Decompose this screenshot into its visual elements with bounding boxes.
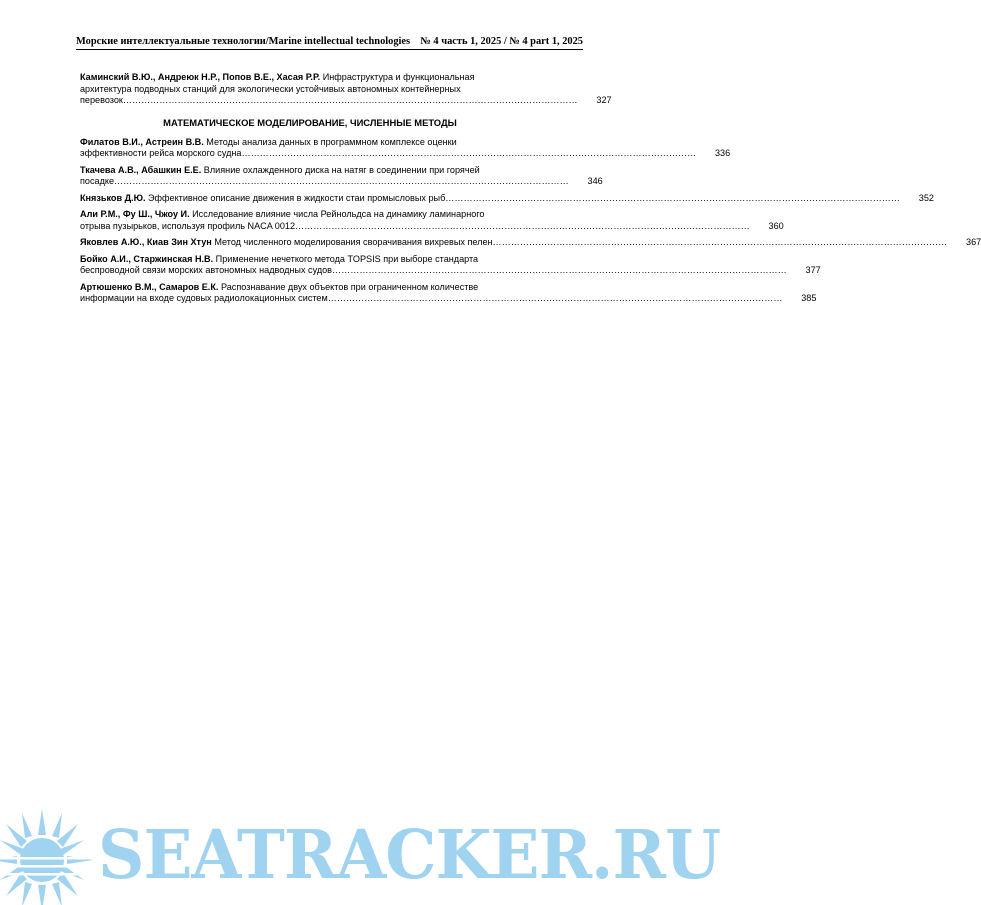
- page-number: 377: [805, 265, 821, 275]
- journal-title: Морские интеллектуальные технологии/Marine intellectual technologies: [76, 36, 411, 47]
- dot-leader: ……………………………………………………………………………………………………………………………………: [241, 148, 697, 158]
- dot-leader: ……………………………………………………………………………………………………………………………………: [114, 176, 569, 186]
- entry-authors: Али Р.М., Фу Ш., Чжоу И.: [80, 209, 190, 219]
- entry-authors: Яковлев А.Ю., Киав Зин Хтун: [80, 237, 212, 247]
- entry-authors: Князьков Д.Ю.: [80, 192, 146, 203]
- entry-title-end: посадке: [80, 176, 115, 186]
- entry-title: Методы анализа данных в программном комплексе оценки: [203, 136, 457, 147]
- toc-entry: [80, 164, 603, 188]
- toc-entry: [80, 253, 821, 277]
- section-heading: МАТЕМАТИЧЕСКОЕ МОДЕЛИРОВАНИЕ, ЧИСЛЕННЫЕ МЕТОДЫ: [163, 116, 457, 128]
- dot-leader: ……………………………………………………………………………………………………………………………………: [295, 220, 750, 231]
- page-number: 360: [768, 220, 784, 231]
- watermark-text: SEATRACKER.RU: [98, 815, 721, 894]
- entry-title-end: информации на входе судовых радиолокационных систем: [80, 293, 328, 303]
- dot-leader: ……………………………………………………………………………………………………………………………………: [122, 95, 578, 105]
- page-number: 346: [587, 176, 603, 186]
- entry-title: Инфраструктура и функциональная: [320, 72, 475, 82]
- entry-title: Исследование влияние числа Рейнольдса на динамику ламинарного: [189, 209, 485, 219]
- dot-leader: ……………………………………………………………………………………………………………………………………: [327, 293, 783, 303]
- entry-authors: Ткачева А.В., Абашкин Е.Е.: [80, 164, 202, 175]
- entry-title: Влияние охлажденного диска на натяг в соединении при горячей: [201, 164, 480, 175]
- page-number: 336: [714, 148, 731, 158]
- entry-authors: Артюшенко В.М., Самаров Е.К.: [80, 281, 219, 292]
- page-number: 367: [966, 237, 981, 247]
- dot-leader: ……………………………………………………………………………………………………………………………………: [332, 265, 787, 275]
- entry-title: Распознавание двух объектов при ограниченном количестве: [218, 281, 479, 292]
- toc-entry: [80, 72, 612, 107]
- issue-number: № 4 часть 1, 2025 / № 4 part 1, 2025: [420, 36, 583, 47]
- entry-authors: Бойко А.И., Старжинская Н.В.: [80, 253, 214, 264]
- running-header: [76, 35, 583, 50]
- page-number: 385: [801, 293, 817, 303]
- toc-entry: [80, 281, 817, 305]
- entry-title: Применение нечеткого метода TOPSIS при выборе стандарта: [213, 253, 479, 264]
- entry-title-end: перевозок: [80, 95, 123, 105]
- page-number: 327: [596, 95, 612, 105]
- sun-icon: [0, 805, 100, 905]
- toc-entry: [80, 136, 731, 160]
- page-number: 352: [918, 192, 934, 203]
- toc-entry: [80, 237, 981, 249]
- entry-authors: Каминский В.Ю., Андреюк Н.Р., Попов В.Е., Хасая Р.Р.: [80, 72, 321, 82]
- dot-leader: ……………………………………………………………………………………………………………………………………: [492, 237, 948, 247]
- entry-title-end: отрыва пузырьков, используя профиль NACA 0012: [80, 220, 296, 231]
- toc-entry: [80, 192, 934, 205]
- table-of-contents: [80, 72, 981, 310]
- entry-title: Метод численного моделирования сворачивания вихревых пелен: [211, 237, 493, 247]
- entry-title-end: беспроводной связи морских автономных надводных судов: [80, 265, 333, 275]
- toc-entry: [80, 209, 784, 232]
- entry-title-end: эффективности рейса морского судна: [80, 148, 242, 158]
- entry-title: Эффективное описание движения в жидкости стаи промысловых рыб: [145, 192, 446, 203]
- entry-title-continued: архитектура подводных станций для экологически устойчивых автономных контейнерных: [80, 83, 461, 94]
- dot-leader: ……………………………………………………………………………………………………………………………………: [445, 192, 900, 203]
- entry-authors: Филатов В.И., Астреин В.В.: [80, 136, 204, 147]
